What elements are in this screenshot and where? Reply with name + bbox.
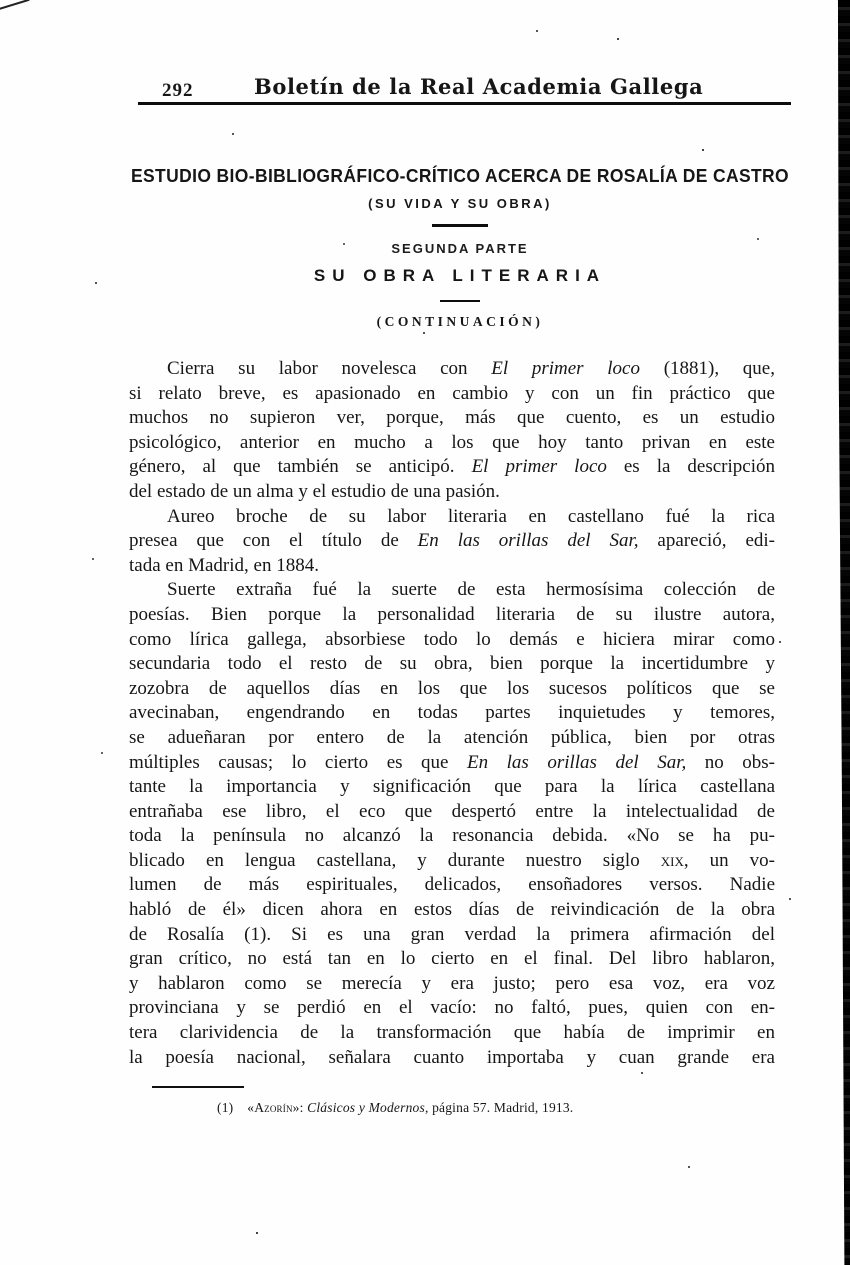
text-line [129,455,775,480]
body-text [129,357,775,1070]
text-line [129,898,775,923]
text-segment: , un vo- [683,849,775,871]
text-segment: apareció, edi- [638,530,775,552]
text-segment: avecinaban, engendrando en todas partes inquietudes y temores, [129,702,775,724]
text-line [129,652,775,677]
text-segment: Clásicos y Modernos [307,1100,425,1115]
text-segment: múltiples causas; lo cierto es que [129,751,467,773]
text-line [129,775,775,800]
text-segment: no obs- [686,751,775,773]
text-segment: tante la importancia y significación que para la lírica castellana [129,776,775,798]
text-line [129,406,775,431]
text-segment: El primer loco [471,456,607,478]
text-line [129,849,775,874]
text-segment: (1881), que, [640,358,775,379]
text-segment: zozobra de aquellos días en los que los sucesos políticos que se [129,677,775,699]
text-segment: habló de él» dicen ahora en estos días de reivindicación de la obra [129,899,775,921]
text-segment: En las orillas del Sar, [467,751,687,773]
text-segment: , página 57. Madrid, 1913. [424,1100,574,1115]
footnote-rule [152,1086,244,1088]
scan-speckles [0,0,2,2]
text-segment: Cierra su labor novelesca con [167,358,492,379]
text-line [129,480,775,505]
text-segment: del estado de un alma y el estudio de una pasión. [129,480,500,502]
text-line [129,578,775,603]
text-line [129,947,775,972]
text-line [129,677,775,702]
text-line [129,529,775,554]
text-segment: la poesía nacional, señalara cuanto importaba y cuan grande era [129,1046,775,1068]
text-line [129,1046,775,1071]
text-segment: Aureo broche de su labor literaria en castellano fué la rica [167,505,775,527]
part-title: SU OBRA LITERARIA [313,266,607,285]
text-segment: (1) « [217,1100,255,1115]
text-segment: El primer loco [491,358,640,379]
part-label: SEGUNDA PARTE [391,241,529,256]
continuation-label: (CONTINUACIÓN) [376,314,544,329]
heading-divider [432,224,488,227]
text-line [129,751,775,776]
text-line [129,824,775,849]
text-line [129,873,775,898]
text-segment: Suerte extraña fué la suerte de esta hermosísima colección de [167,579,775,601]
article-title: ESTUDIO BIO-BIBLIOGRÁFICO-CRÍTICO ACERCA DE ROSALÍA DE CASTRO [130,166,790,186]
part-divider [440,300,480,302]
text-segment: En las orillas del Sar, [417,530,639,552]
text-line [129,382,775,407]
header-rule [138,102,791,105]
text-segment: psicológico, anterior en mucho a los que hoy tanto privan en este [129,431,775,453]
text-line [129,431,775,456]
page-number: 292 [162,80,194,101]
text-line [129,1021,775,1046]
article-heading [80,166,840,330]
text-segment: poesías. Bien porque la personalidad literaria de su ilustre autora, [129,603,775,625]
text-segment: gran crítico, no está tan en lo cierto en el final. Del libro hablaron, [129,948,775,970]
text-segment: xix [660,849,684,871]
text-segment: lumen de más espirituales, delicados, ensoñadores versos. Nadie [129,874,775,896]
text-segment: presea que con el título de [129,530,418,552]
text-line [129,726,775,751]
journal-title: Boletín de la Real Academia Gallega [254,74,704,99]
text-segment: »: [292,1100,308,1115]
text-segment: provinciana y se perdió en el vacío: no faltó, pues, quien con en- [129,997,775,1019]
text-line [129,701,775,726]
text-segment: muchos no supieron ver, porque, más que cuento, es un estudio [129,407,775,429]
text-line [129,554,775,579]
text-line [129,603,775,628]
text-segment: tada en Madrid, en 1884. [129,554,319,576]
text-segment: si relato breve, es apasionado en cambio y con un fin práctico que [129,382,775,404]
text-line [129,996,775,1021]
text-segment: y hablaron como se merecía y era justo; pero esa voz, era voz [129,972,775,994]
text-line [129,972,775,997]
text-segment: como lírica gallega, absorbiese todo lo demás e hiciera mirar como [129,628,775,650]
text-segment: se adueñaran por entero de la atención pública, bien por otras [129,726,775,748]
text-line [129,800,775,825]
text-segment: Azorín [254,1100,293,1115]
article-subtitle: (SU VIDA Y SU OBRA) [368,196,552,211]
text-line [129,505,775,530]
text-segment: de Rosalía (1). Si es una gran verdad la primera afirmación del [129,923,775,945]
text-segment: es la descripción [606,456,775,478]
text-segment: tera clarividencia de la transformación que había de imprimir en [129,1022,775,1044]
text-segment: entrañaba ese libro, el eco que despertó entre la intelectualidad de [129,800,775,822]
page-corner-mark [0,0,30,11]
text-segment: blicado en lengua castellana, y durante nuestro siglo [129,849,661,871]
text-line [129,628,775,653]
text-segment: toda la península no alcanzó la resonancia debida. «No se ha pu- [129,825,775,847]
footnote-text [217,1100,573,1116]
text-line [129,923,775,948]
text-segment: género, al que también se anticipó. [129,456,472,478]
text-line [129,357,775,382]
text-segment: secundaria todo el resto de su obra, bien porque la incertidumbre y [129,653,775,675]
